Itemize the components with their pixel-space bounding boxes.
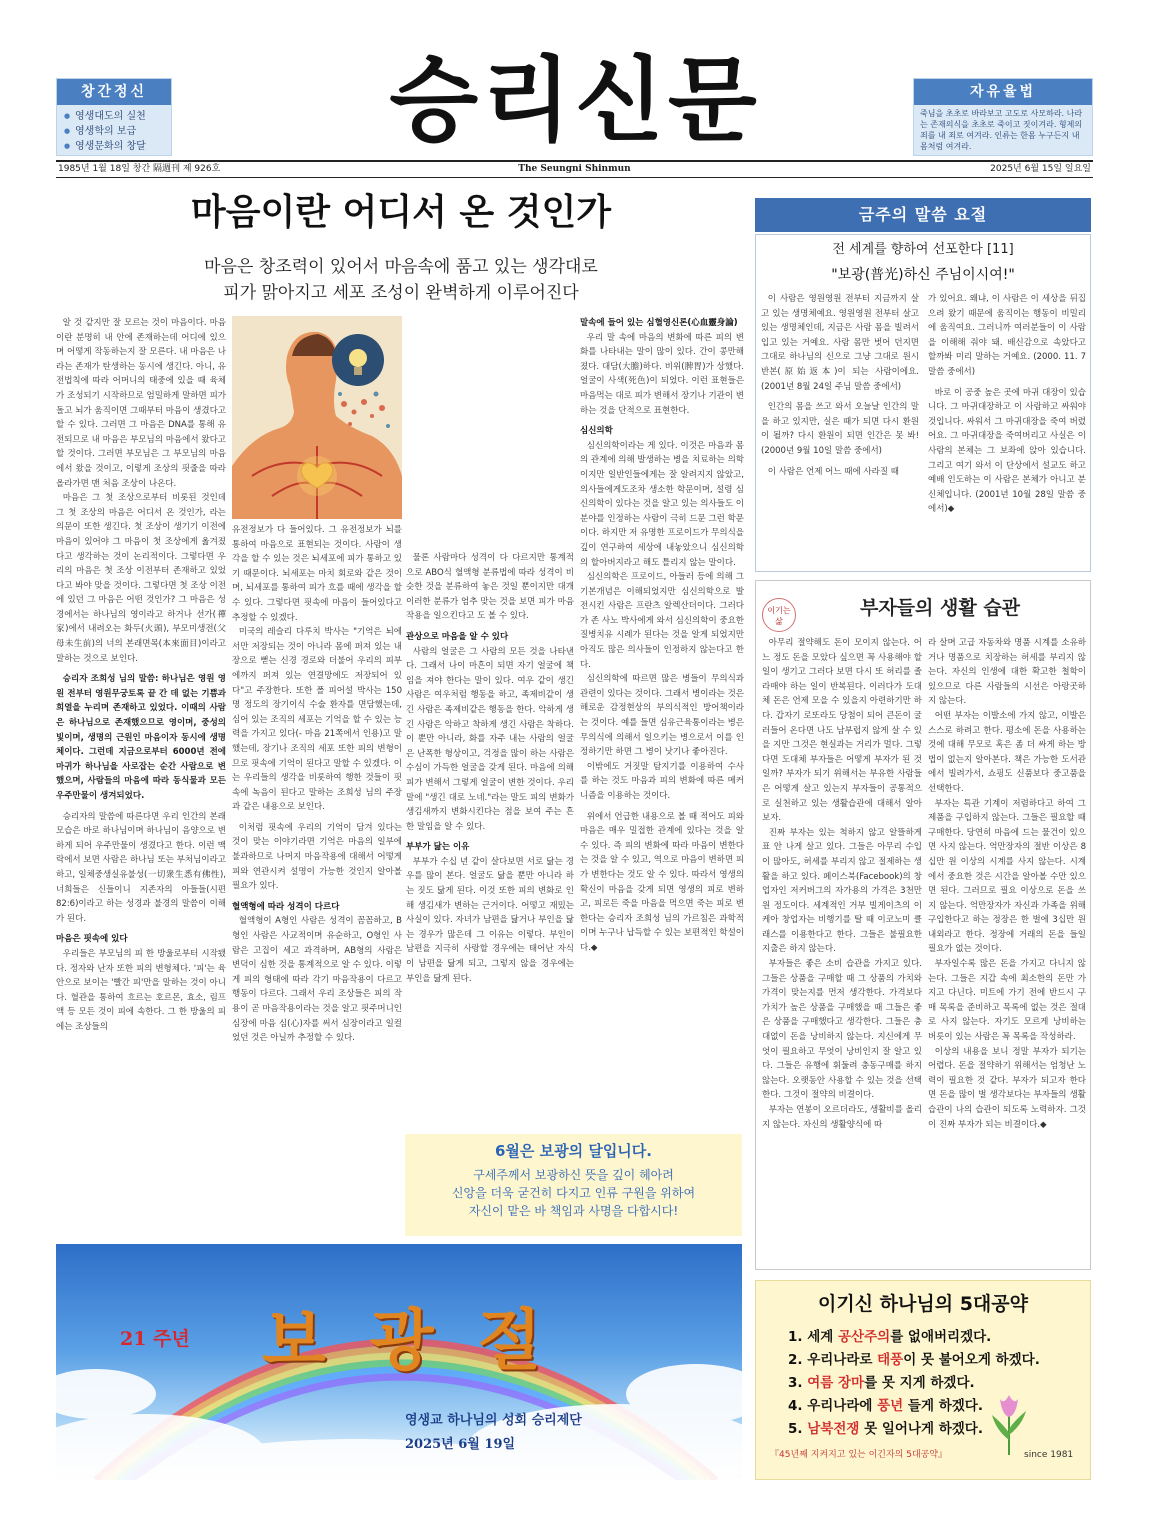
quote-paragraph: 승리자 조희성 님의 말씀: 하나님은 영원 영원 전부터 영원무궁토록 끝 간 데 없는 기쁨과 희열을 누리며 존재하고 있었다. 이때의 사람은 하나님으로 존재했으므로 영이며, 중성의 빛이며, 생명의 근원인 마음이자 동시에 생명체이다. 그런데 지금으로부터 6000년 전에 마귀가 하나님을 사로잡는 순간 사람으로 변했으며, 사람들의 마음에 따라 동식물과 모든 우주만물이 생겨되었다. bbox=[56, 674, 226, 801]
paragraph: 위에서 언급한 내용으로 볼 때 적어도 피와 마음은 매우 밀접한 관계에 있다는 것을 알 수 있다. 즉 피의 변화에 따라 마음이 변한다는 것을 알 수 있고, 역으로 마음이 변하면 피가 변한다는 것도 알 수 있다. 따라서 영생의 확신이 마음을 갖게 되면 영생의 피로 변하고, 피로든 죽을 마음을 먹으면 죽는 피로 변한다는 승리자 조희성 님의 가르침은 과학적이며 누구나 납득할 수 있는 보편적인 학설이다.◆ bbox=[580, 811, 744, 953]
dateline-left: 1985년 1월 18일 창간 隔週刊 제 926호 bbox=[58, 164, 221, 174]
dateline-bar bbox=[56, 160, 1093, 178]
june-notice-line: 자신이 맡은 바 책임과 사명을 다합시다! bbox=[468, 1204, 679, 1218]
pledge-text: 를 못 지게 하겠다. bbox=[864, 1375, 975, 1391]
paragraph: 이 사람은 영원영원 전부터 지금까지 살고 있는 생명체예요. 영원영원 전부터 살고 있는 생명체인데, 지금은 사람 몸을 빌려서 입고 있는 거예요. 사람 몸만 벗어 던지면 그대로 하나님의 신으로 그냥 그대로 원시반본(原始返本)이 되는 사람이에요. (2001년 8월 24일 주님 말씀 중에서) bbox=[761, 294, 919, 392]
pledge-highlight: 여름 장마 bbox=[807, 1375, 865, 1391]
paragraph: 이처럼 핏속에 우리의 기억이 담겨 있다는 것이 맞는 이야기라면 기억은 마음의 일부에 불과하므로 나머지 마음작용에 대해서 어떻게 피와 연관시켜 설명이 가능한 것인지 알아볼 필요가 있다. bbox=[232, 822, 402, 892]
rich-habits-column-1 bbox=[762, 636, 922, 1264]
pledge-highlight: 태풍 bbox=[877, 1352, 904, 1368]
dateline-right: 2025년 6월 15일 일요일 bbox=[990, 164, 1091, 174]
founding-spirit-item: ● 영생학의 보급 bbox=[75, 124, 171, 139]
paragraph: 진짜 부자는 있는 척하지 않고 알뜰하게 표 안 나게 살고 있다. 그들은 아무리 수입이 많아도, 허세를 부리지 않고 절제하는 생활을 하고 있다. 페이스북(Facebook)의 창업자인 저커버그의 자가용의 가격은 3천만 원 정도이다. 세계적인 거부 빌게이츠의 이케아 창업자는 비행기를 탈 때 이코노미 클래스를 이용한다고 한다. 그들은 불필요한 지출은 하지 않는다. bbox=[762, 827, 922, 955]
weekly-words-subtitle: 전 세계를 향하여 선포한다 [11] bbox=[832, 242, 1014, 257]
paragraph: 아무리 절약해도 돈이 모이지 않는다. 어느 정도 돈을 모았다 싶으면 꼭 사용해야 할 일이 생기고 그러다 보면 다시 또 허리를 졸라매야 하는 일이 반복된다. 이러다가 도대체 돈은 언제 모을 수 있을지 아련하기만 하다. 갑자기 로또라도 당첨이 되어 큰돈이 굴러들어 온다면 나도 남부럽지 않게 살 수 있을 지만 그것은 현실과는 거리가 멀다. 그렇다면 도대체 부자들은 어떻게 부자가 된 것일까? 부자가 되기 위해서는 부유한 사람들은 어떻게 살고 있는지 부자들이 공통적으로 실천하고 있는 생활습관에 대해서 알아보자. bbox=[762, 638, 922, 824]
section-heading: 말속에 들어 있는 심혈영신론(心血靈身論) bbox=[580, 318, 738, 328]
founding-spirit-list bbox=[57, 105, 171, 154]
weekly-words-column-2 bbox=[928, 292, 1086, 567]
founding-spirit-item: ● 영생문화의 창달 bbox=[75, 139, 171, 154]
paragraph: 혈액형이 A형인 사람은 성격이 꼼꼼하고, B형인 사람은 사교적이며 유순하고, O형인 사람은 고집이 세고 과격하며, AB형의 사람은 변덕이 심한 것을 통계적으로 알 수 있다. 이렇게 피의 형태에 따라 각기 마음작용이 다르고 행동이 다르다. 그래서 우리 조상들은 피의 작용이 곧 마음작용이라는 것을 알고 핏주머니인 심장에 마음 심(心)자를 써서 심장이라고 일컬었던 것은 아닐까 추정할 수 있다. bbox=[232, 916, 402, 1044]
section-heading: 심신의학 bbox=[580, 426, 613, 437]
paragraph: 바로 이 공중 높은 곳에 마귀 대장이 있습니다. 그 마귀대장하고 이 사람하고 싸워야 것입니다. 싸워서 그 마귀대장을 죽여 버렸어요. 그 마귀대장을 죽여버리고 사실은 이 사람의 본체는 그 보좌에 앉아 있습니다. 그리고 여기 와서 이 단상에서 설교도 하고 예배 인도하는 이 사람은 본체가 아니고 분신체입니다. (2001년 10월 28일 말씀 중에서)◆ bbox=[928, 387, 1086, 515]
paragraph: 이상의 내용을 보니 정말 부자가 되기는 어렵다. 돈을 절약하기 위해서는 엄청난 노력이 필요한 것 같다. 부자가 되고자 한다면 돈을 많이 벌 생각보다는 부자들의 생활 습관이 나의 습관이 되도록 노력하자. 그것이 진짜 부자가 되는 비결이다.◆ bbox=[928, 1046, 1086, 1130]
paragraph: 인간의 몸을 쓰고 와서 오늘날 인간의 말을 하고 있지만, 실은 때가 되면 다시 환원이 될까? 다시 환원이 되면 인간은 못 봐! (2000년 9월 10일 말씀 중에서) bbox=[761, 402, 919, 456]
pledge-item bbox=[788, 1372, 975, 1394]
paragraph: 우리 말 속에 마음의 변화에 따른 피의 변화를 나타내는 말이 많이 있다. 간이 콩만해졌다. 대담(大膽)하다. 비위(脾胃)가 상했다. 얼굴이 사색(死色)이 되었다. 이런 표현들은 마음먹는 대로 피가 변해서 장기나 기관이 변하는 것을 단적으로 표현한다. bbox=[580, 332, 744, 416]
pledge-text: 3. bbox=[788, 1375, 808, 1391]
paragraph: 부자들은 좋은 소비 습관을 가지고 있다. 그들은 상품을 구매할 때 그 상품의 가치와 가격이 맞는지를 먼저 생각한다. 가격보다 가치가 높은 상품을 구매했을 때 그들은 좋은 상품을 구매했다고 생각한다. 그들은 충대없이 돈을 낭비하지 않는다. 지신에게 무엇이 필요하고 무엇이 낭비인지 잘 알고 있다. 그들은 유행에 휘둘려 충동구매를 하지 않는다. 오랫동안 사용할 수 있는 것을 선택한다. 그것이 절약의 비결이다. bbox=[762, 959, 922, 1101]
june-notice-line: 신앙을 더욱 굳건히 다지고 인류 구원을 위하여 bbox=[451, 1186, 696, 1200]
pledge-text: 못 일어나게 하겠다. bbox=[859, 1421, 983, 1437]
founding-spirit-heading: 창간정신 bbox=[57, 79, 171, 105]
lead-subhead bbox=[56, 254, 746, 306]
pledge-item bbox=[788, 1395, 983, 1417]
pledge-item bbox=[788, 1418, 983, 1440]
festival-title: 보광절 bbox=[262, 1301, 586, 1379]
paragraph: 승리자의 말씀에 따른다면 우리 인간의 본래 모습은 바로 하나님이며 하나님이 음양으로 변하게 되어 우주만물이 생겼다고 한다. 이런 맥락에서 보면 사람은 하나님 또는 부처님이라고 하고, 일체중생실유불성(一切衆生悉有佛性), 너희들은 신들이니 지존자의 아들들(시편 82:6)이라고 하는 성경과 불경의 말씀이 이해가 된다. bbox=[56, 811, 226, 924]
paragraph: 마음은 그 첫 조상으로부터 비롯된 것인데 그 첫 조상의 마음은 어디서 온 것인가, 라는 의문이 또한 생긴다. 첫 조상이 생기기 이전에 마음이 있어야 그 마음이 첫 조상에게 옮겨졌다고 생각하는 것이 논리적이다. 그렇다면 우리의 마음은 첫 조상 이전부터 존재하고 있었다고 봐야 맞을 것이다. 그렇다면 첫 조상 이전에 있던 그 마음은 어떤 것인가? 그 마음은 성경에서는 하나님의 영이라고 하거나 선가(禪家)에서 내려오는 화두(火頭), 부모미생전(父母未生前)의 너의 본래면목(本來面目)이라고 말하는 것으로 보인다. bbox=[56, 493, 226, 664]
lead-column-2 bbox=[232, 523, 402, 1231]
paragraph: 물론 사람마다 성격이 다 다르지만 통계적으로 ABO식 혈액형 분류법에 따라 성격이 비슷한 것을 분류하여 놓은 것일 뿐이지만 대개 이러한 분류가 엄추 맞는 것을 보면 피가 마음작용을 일으킨다고 도 볼 수 있다. bbox=[406, 553, 574, 622]
june-notice-title: 6월은 보광의 달입니다. bbox=[495, 1142, 652, 1160]
section-heading: 부부가 닮는 이유 bbox=[406, 842, 470, 853]
free-law-heading: 자유율법 bbox=[914, 79, 1092, 105]
paragraph: 부자는 연봉이 오르더라도, 생활비를 올리지 않는다. 자신의 생활양식에 따 bbox=[762, 1105, 922, 1130]
pledge-item bbox=[788, 1349, 1040, 1371]
pledge-highlight: 남북전쟁 bbox=[807, 1421, 860, 1437]
lead-headline: 마음이란 어디서 온 것인가 bbox=[190, 192, 612, 233]
pledge-item bbox=[788, 1326, 991, 1348]
pledges-since: since 1981 bbox=[1024, 1450, 1074, 1460]
anniversary-label: 21 주년 bbox=[120, 1328, 190, 1350]
paragraph: 유전정보가 다 들어있다. 그 유전정보가 뇌를 통하여 마음으로 표현되는 것이다. 사람이 생각을 할 수 있는 것은 뇌세포에 피가 통하고 있기 때문이다. 뇌세포는 마치 회로와 같은 것이며, 뇌세포를 통하여 피가 흐를 때에 생각을 할 수 있다. 그렇다면 핏속에 마음이 들어있다고 추정할 수 있겠다. bbox=[232, 525, 402, 623]
pledge-text: 를 없애버리겠다. bbox=[890, 1329, 992, 1345]
paragraph: 부부가 수십 년 같이 살다보면 서로 닮는 경우를 많이 본다. 얼굴도 닮을 뿐만 아니라 하는 짓도 닮게 된다. 이것 또한 피의 변화로 인해 생김새가 변하는 근거이다. 어떻고 재밌는 사실이 있다. 자녀가 남편을 닮거나 부인을 닮는 경우가 많은데 그 이유는 이렇다. 부인이 남편을 지극히 사랑할 경우에는 태어난 자식이 남편을 닮게 되고, 그렇지 않을 경우에는 부인을 닮게 된다. bbox=[406, 856, 574, 984]
pledge-highlight: 풍년 bbox=[877, 1398, 904, 1414]
paragraph: 어떤 부자는 이발소에 가지 않고, 이발은 스스로 하려고 한다. 평소에 돈을 사용하는 것에 대해 무모로 혹은 좀 더 싸게 하는 방법이 없는지 알아본다. 책은 가능한 도서관에서 빌려가서, 쇼핑도 신품보다 중고품을 선택한다. bbox=[928, 710, 1086, 794]
newspaper-title: 승리신문 bbox=[389, 47, 761, 154]
banner-organization: 영생교 하나님의 성회 승리제단 bbox=[405, 1413, 582, 1428]
founding-spirit-item: ● 영생대도의 실천 bbox=[75, 109, 171, 124]
weekly-words-heading: 금주의 말씀 요절 bbox=[755, 198, 1091, 232]
paragraph: 이밖에도 거짓말 탐지기를 이용하여 수사를 하는 것도 마음과 피의 변화에 따른 메커니즘을 이용하는 것이다. bbox=[580, 761, 744, 801]
free-law-text: 죽님을 초초로 바라보고 고도로 사모하라. 나라는 존재의식을 초초로 죽이고 짓이겨라. 형제의 죄를 내 죄로 여겨라. 인류는 한몸 누구든지 내몸처럼 여겨라. bbox=[920, 109, 1083, 151]
rich-habits-column-2 bbox=[928, 636, 1086, 1264]
winning-life-badge: 이기는 삶 bbox=[762, 598, 796, 632]
paragraph: 이 사람은 언제 어느 때에 사라질 때 bbox=[767, 466, 899, 477]
paragraph: 라 살며 고급 자동차와 명품 시계를 소유하거나 명품으로 치장하는 허세를 부리지 않는다. 자신의 인생에 대한 확고한 철학이 있으므로 다른 사람들의 시선은 아랑곳하지 않는다. bbox=[928, 638, 1086, 707]
free-law-box bbox=[913, 78, 1093, 156]
pledge-text: 4. 우리나라에 bbox=[788, 1398, 878, 1414]
pledge-text: 들게 하겠다. bbox=[903, 1398, 983, 1414]
rich-habits-title: 부자들의 생활 습관 bbox=[859, 597, 1021, 619]
heart-mind-illustration bbox=[232, 316, 402, 519]
pledge-highlight: 공산주의 bbox=[838, 1329, 891, 1345]
lead-subhead-line: 마음은 창조력이 있어서 마음속에 품고 있는 생각대로 bbox=[204, 257, 598, 277]
paragraph: 부자일수록 많은 돈을 가지고 다니지 않는다. 그들은 지갑 속에 최소한의 돈만 가지고 다닌다. 미트에 가기 전에 반드시 구매 목록을 준비하고 목록에 없는 것은 절대로 사지 않는다. 자기도 모르게 낭비하는 버릇이 있는 사람은 꼭 목록을 작성하라. bbox=[928, 959, 1086, 1043]
lead-column-3 bbox=[406, 551, 574, 1129]
pledge-text: 이 못 불어오게 하겠다. bbox=[903, 1352, 1040, 1368]
paragraph: 부자는 특관 기계이 저렴하다고 하여 그 제품을 구입하지 않는다. 그들은 필요할 때 구매한다. 당연히 마음에 드는 물건이 있으면 사지 않는다. 억만장자의 절반 이상은 8십만 원 이상의 시계를 사지 않는다. 시계에서 중요한 것은 시간을 알아볼 수만 있으면 된다. 그러므로 필요 이상으로 돈을 쓰지 않는다. 억만장자가 자신과 가족을 위해 구입한다고 하는 정장은 한 벌에 3십만 원 내외라고 한다. 정장에 거래의 돈을 들일 필요가 없는 것이다. bbox=[928, 798, 1086, 955]
weekly-words-column-1 bbox=[761, 292, 919, 567]
illustration-svg bbox=[232, 316, 402, 519]
paragraph: 우리들은 부모님의 피 한 방울로부터 시작됐다. 정자와 난자 또한 피의 변형체다. '피'는 육안으로 보이는 '빨간 피'만을 말하는 것이 아니다. 혈관을 통하여 흐르는 호르몬, 효소, 림프액 등 모든 것이 피에 속한다. 그 한 방울의 피에는 조상들의 bbox=[56, 948, 226, 1032]
banner-date: 2025년 6월 19일 bbox=[405, 1437, 516, 1452]
section-heading: 혈액형에 따라 성격이 다르다 bbox=[232, 901, 340, 912]
paragraph: 사람의 얼굴은 그 사람의 모든 것을 나타낸다. 그래서 나이 마흔이 되면 자기 얼굴에 책임을 져야 한다는 말이 있다. 여우 같이 생긴 사람은 여우처럼 행동을 하고, 족제비같이 생긴 사람은 족제비같은 행동을 한다. 악하게 생긴 사람은 악하고 착하게 생긴 사람은 착하다. 이 뿐만 아니라, 화를 자주 내는 사람의 얼굴은 난폭한 형상이고, 걱정을 많이 하는 사람은 수심이 가득한 얼굴을 갖게 된다. 마음에 의해 피가 변해서 그렇게 얼굴이 변한 것이다. 우리말에 "생긴 대로 노네."라는 말도 피의 변화가 생김새까지 변화시킨다는 점을 보여 주는 흔한 말임을 알 수 있다. bbox=[406, 646, 574, 832]
paragraph: 심신의학이라는 게 있다. 이것은 마음과 몸의 관계에 의해 발생하는 병을 치료하는 의학이지만 일반인들에게는 잘 알려지지 않았고, 의사들에게도조차 생소한 학문이며, 설령 심신의학이 있다는 것을 알고 있는 의사들도 이 분야를 인정하는 사람이 극히 드문 그런 학문이다. 하지만 저 유명한 프로이드가 무의식을 깊이 연구하여 세상에 내놓았으니 심신의학의 할아버지라고 해도 틀리지 않는 말이다. bbox=[580, 440, 744, 568]
section-heading: 관상으로 마음을 알 수 있다 bbox=[406, 631, 509, 642]
founding-spirit-box bbox=[56, 78, 172, 156]
weekly-words-quote: "보광(普光)하신 주님이시여!" bbox=[831, 267, 1015, 283]
paragraph: 심신의학에 따르면 많은 병들이 무의식과 관련이 있다는 것이다. 그래서 병이라는 것은 해로운 감정현상의 부의식적인 방어책이라는 것이다. 예를 들면 심유근육통이라는 병은 무의식에 의해서 일으키는 병으로서 이를 인정하기만 하면 그 병이 낫기나 좋아진다. bbox=[580, 674, 744, 758]
dateline-center: The Seungni Shinmun bbox=[518, 164, 631, 174]
june-notice-line: 구세주께서 보광하신 뜻을 깊이 헤아려 bbox=[473, 1168, 674, 1182]
lead-subhead-line: 피가 맑아지고 세포 조성이 완벽하게 이루어진다 bbox=[223, 283, 579, 303]
paragraph: 가 있어요. 왜냐, 이 사람은 이 세상을 뒤집으려 왔기 때문에 움직이는 행동이 비밀리에 움직여요. 그러니까 여러분들이 이 사람을 이해해 줘야 돼. 배신감으로 속았다고 할까봐 미리 말하는 거예요. (2000. 11. 7 말씀 중에서) bbox=[928, 294, 1086, 377]
pledge-text: 5. bbox=[788, 1421, 808, 1437]
lead-column-4 bbox=[580, 316, 744, 1131]
tulip-icon bbox=[988, 1385, 1030, 1455]
paragraph: 미국의 레슬리 다루치 박사는 "기억은 뇌에서만 저장되는 것이 아니라 몸에 퍼져 있는 내장으로 뻗는 신경 경로와 더불어 우리의 피부에까지 퍼져 있는 연결망에도 저장되어 있다"고 주장한다. 또한 폴 피어설 박사는 150명 정도의 장기이식 수술 환자를 면담했는데, 심어 있는 조직의 세포는 기억을 할 수 있는 능력을 가지고 있다(- 마음 21쪽에서 인용)고 말했는데, 장기나 조직의 세포 또한 피의 변형이므로 핏속에 기억이 된다고 말할 수 있겠다. 이는 우리들의 생각을 비롯하여 행한 것들이 핏속에 녹음이 된다고 말하는 조희성 님의 주장과 같은 내용으로 보인다. bbox=[232, 627, 402, 813]
pledge-text: 2. 우리나라로 bbox=[788, 1352, 878, 1368]
pledge-text: 1. 세계 bbox=[788, 1329, 839, 1345]
section-heading: 마음은 핏속에 있다 bbox=[56, 934, 128, 945]
pledges-footnote: 『45년째 지켜지고 있는 이긴자의 5대공약』 bbox=[770, 1450, 948, 1460]
paragraph: 알 것 같지만 잘 모르는 것이 마음이다. 마음이란 분명히 내 안에 존재하는데 어디에 있으며 어떻게 작동하는지 잘 모른다. 내 마음은 나라는 존재가 탄생하는 동시에 생긴다. 아니, 유전법칙에 따라 어머니의 태중에 있을 때 육체가 조성되기 시작하므로 엄밀하게 말하면 피가 돌고 뇌가 움직이면 그때부터 마음이 생겼다고 할 수 있다. 그러면 그 마음은 DNA를 통해 유전되므로 내 마음은 부모님의 마음에서 왔다고 할 것이다. 그러면 부모님은 그 부모님의 마음에서 왔을 것이고, 이렇게 조상의 핏줄을 따라 올라가면 맨 처음 조상이 나온다. bbox=[56, 318, 226, 489]
lead-column-1 bbox=[56, 316, 226, 1231]
paragraph: 심신의학은 프로이드, 아들러 등에 의해 그 기본개념은 이해되었지만 심신의학으로 발전시킨 사람은 프란츠 알렉산더이다. 그러다가 존 사노 박사에게 와서 심신의학이 중요한 질병치유 시례가 된다는 것을 알게 되었지만 아직도 많은 의사들이 인정하지 않는다고 한다. bbox=[580, 572, 744, 670]
five-pledges-title: 이기신 하나님의 5대공약 bbox=[818, 1293, 1028, 1315]
